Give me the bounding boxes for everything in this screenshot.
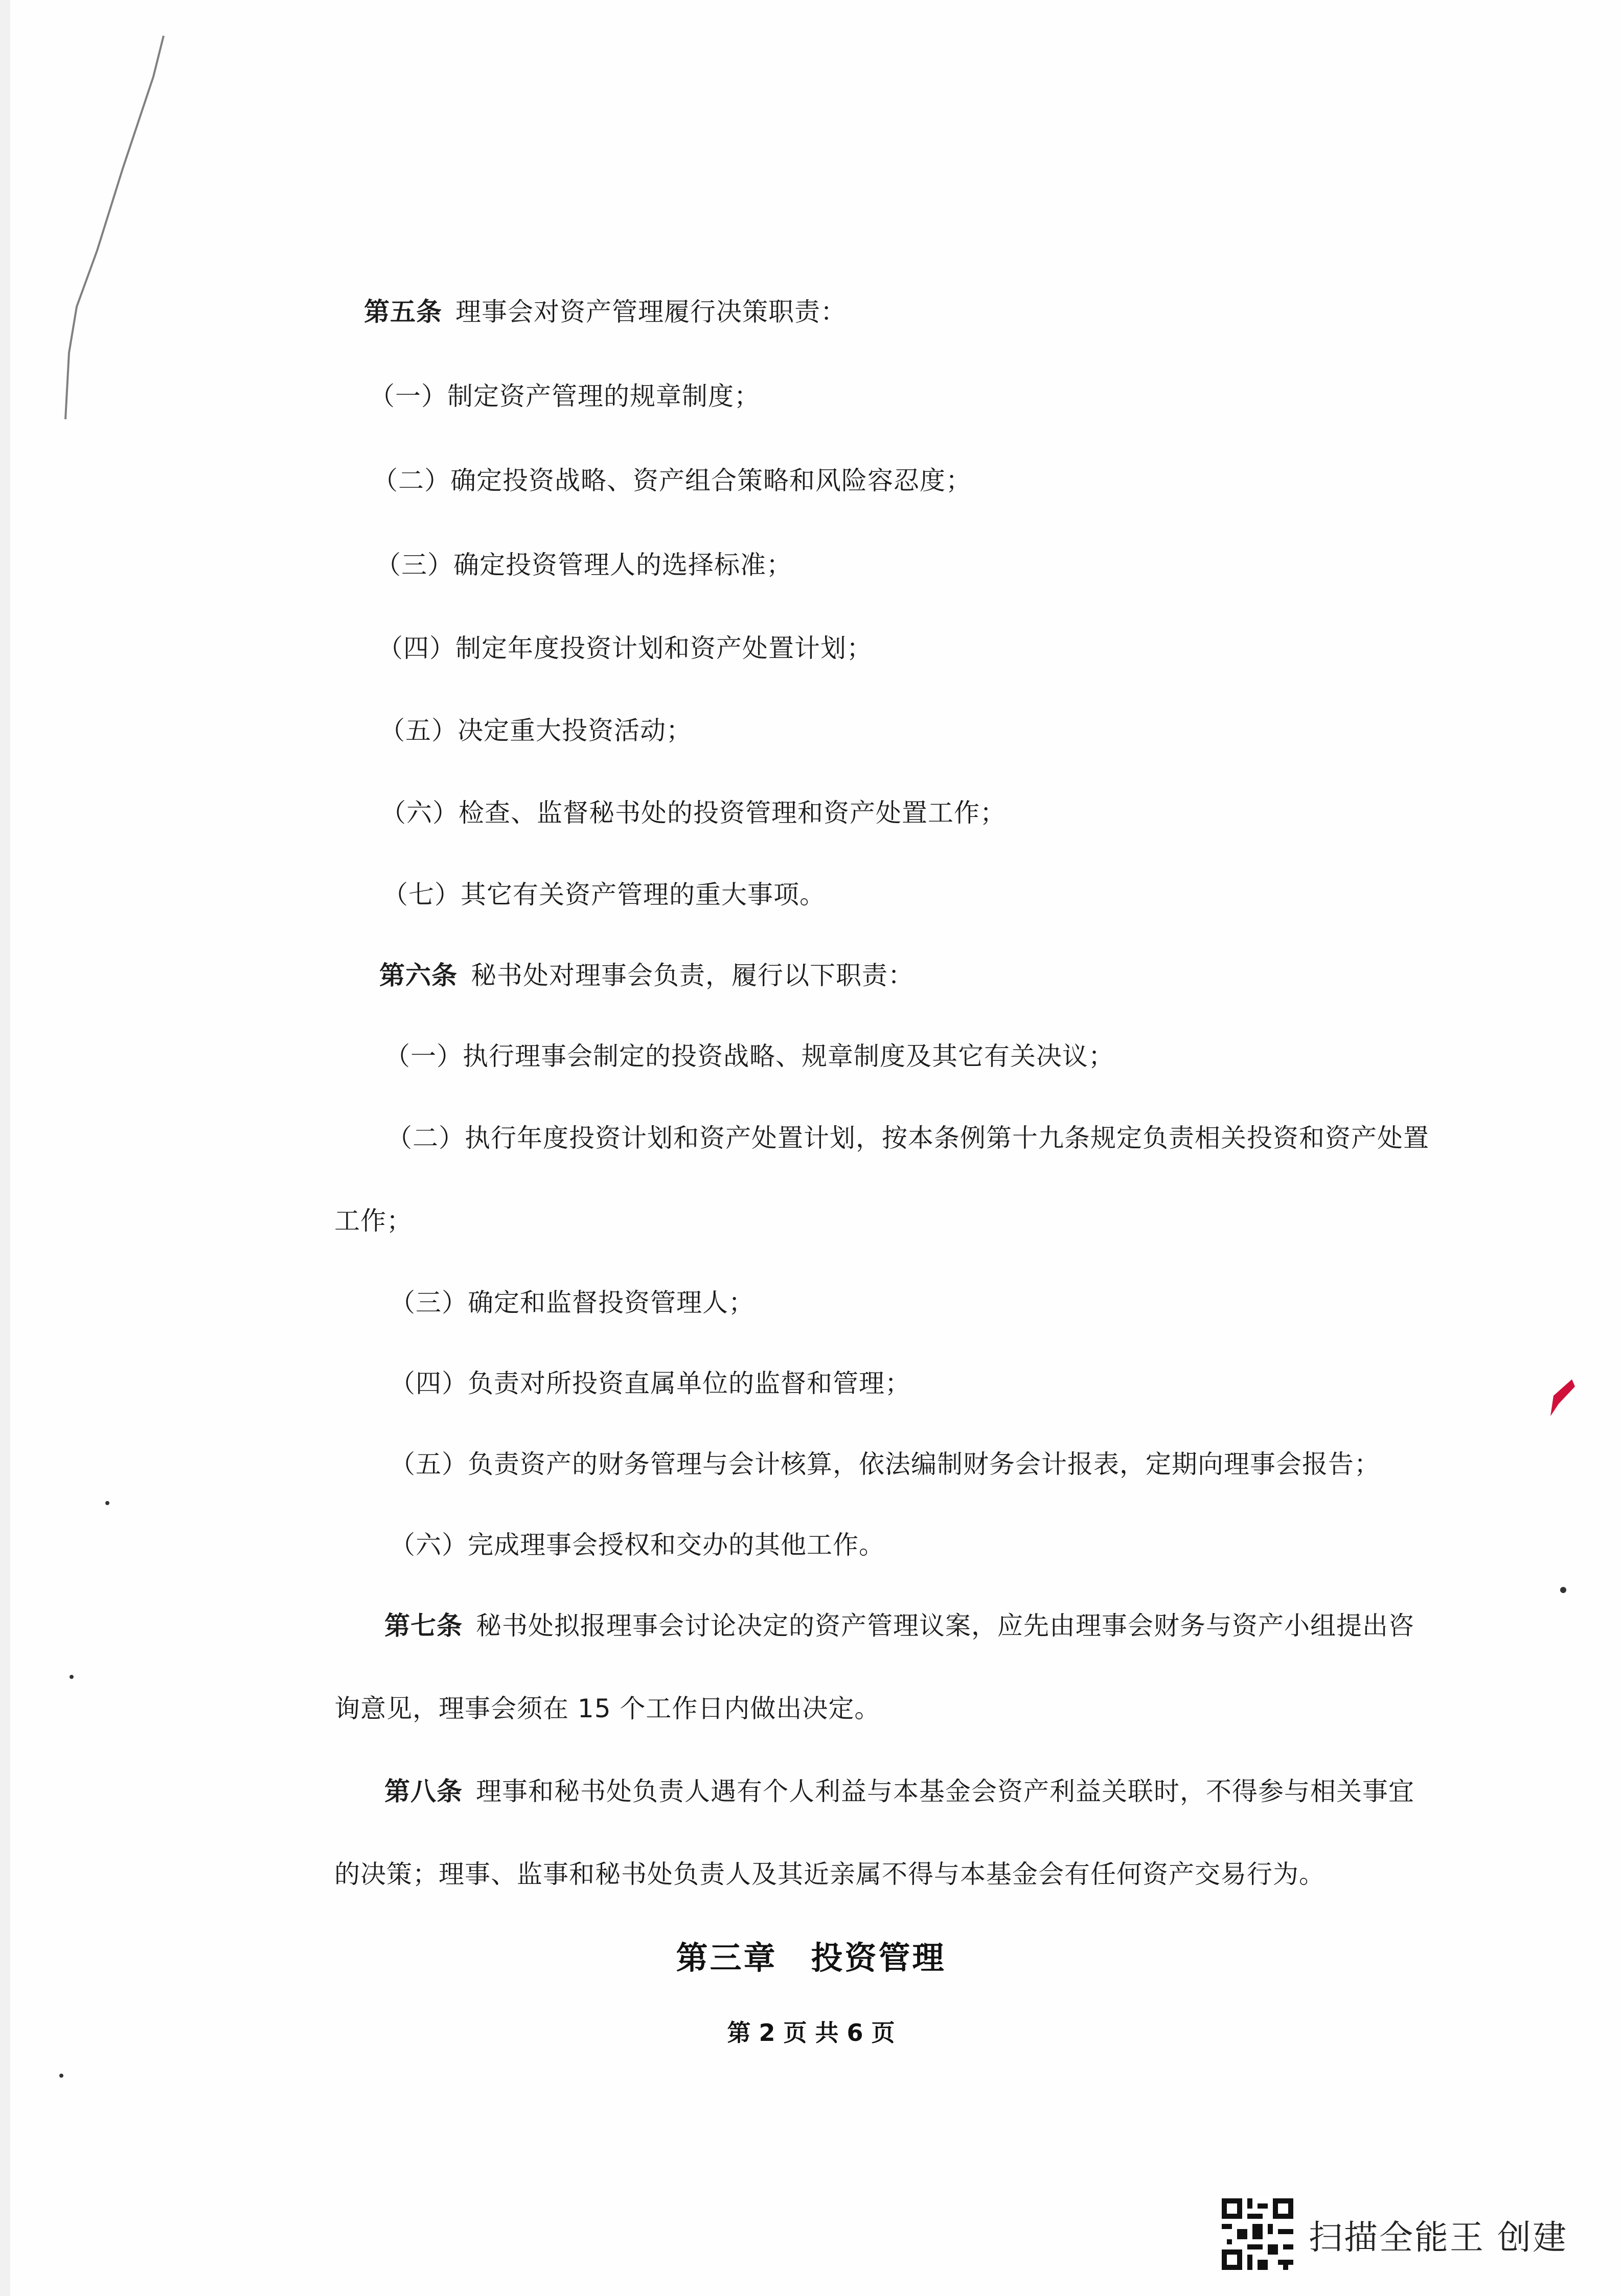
article-6-item-6: （六）完成理事会授权和交办的其他工作。 bbox=[390, 1530, 885, 1560]
article-label: 第八条 bbox=[384, 1777, 463, 1806]
fold-line-mark bbox=[65, 36, 164, 419]
article-6-item-5: （五）负责资产的财务管理与会计核算，依法编制财务会计报表，定期向理事会报告； bbox=[390, 1449, 1380, 1479]
article-5-item-3: （三）确定投资管理人的选择标准； bbox=[375, 550, 792, 580]
chapter-title: 第三章 投资管理 bbox=[676, 1939, 946, 1976]
article-5-item-4: （四）制定年度投资计划和资产处置计划； bbox=[377, 633, 873, 663]
article-5-item-2: （二）确定投资战略、资产组合策略和风险容忍度； bbox=[372, 466, 972, 495]
article-6-item-3: （三）确定和监督投资管理人； bbox=[390, 1288, 755, 1317]
article-5-item-5: （五）决定重大投资活动； bbox=[379, 716, 692, 745]
speck bbox=[59, 2074, 63, 2078]
speck bbox=[1560, 1587, 1566, 1593]
article-8-cont: 的决策；理事、监事和秘书处负责人及其近亲属不得与本基金会有任何资产交易行为。 bbox=[334, 1859, 1325, 1889]
article-text: 理事和秘书处负责人遇有个人利益与本基金会资产利益关联时，不得参与相关事宜 bbox=[476, 1777, 1414, 1806]
article-7-cont: 询意见，理事会须在 15 个工作日内做出决定。 bbox=[334, 1694, 881, 1723]
article-8-heading bbox=[384, 1771, 1414, 1808]
page-indicator: 第 2 页 共 6 页 bbox=[727, 2019, 895, 2047]
article-6-item-2-cont: 工作； bbox=[334, 1206, 413, 1236]
article-5-item-1: （一）制定资产管理的规章制度； bbox=[369, 381, 760, 411]
qr-code-icon bbox=[1222, 2198, 1293, 2270]
article-6-item-4: （四）负责对所投资直属单位的监督和管理； bbox=[390, 1369, 911, 1398]
article-label: 第六条 bbox=[379, 961, 458, 990]
speck bbox=[70, 1675, 74, 1679]
red-ink-mark bbox=[1546, 1375, 1577, 1421]
article-6-heading bbox=[379, 955, 914, 992]
article-label: 第五条 bbox=[364, 297, 442, 327]
article-text: 秘书处拟报理事会讨论决定的资产管理议案，应先由理事会财务与资产小组提出咨 bbox=[476, 1611, 1414, 1641]
article-5-item-7: （七）其它有关资产管理的重大事项。 bbox=[382, 880, 826, 910]
article-6-item-1: （一）执行理事会制定的投资战略、规章制度及其它有关决议； bbox=[384, 1041, 1114, 1071]
article-5-item-6: （六）检查、监督秘书处的投资管理和资产处置工作； bbox=[380, 798, 1006, 828]
article-label: 第七条 bbox=[384, 1611, 463, 1641]
article-text: 理事会对资产管理履行决策职责： bbox=[455, 297, 847, 327]
watermark-text: 扫描全能王 创建 bbox=[1309, 2217, 1568, 2257]
speck bbox=[105, 1501, 109, 1505]
article-7-heading bbox=[384, 1605, 1414, 1642]
article-text: 秘书处对理事会负责，履行以下职责： bbox=[471, 961, 914, 990]
article-5-heading bbox=[364, 291, 847, 328]
scanner-watermark bbox=[1222, 2198, 1568, 2270]
article-6-item-2: （二）执行年度投资计划和资产处置计划，按本条例第十九条规定负责相关投资和资产处置 bbox=[386, 1123, 1429, 1153]
